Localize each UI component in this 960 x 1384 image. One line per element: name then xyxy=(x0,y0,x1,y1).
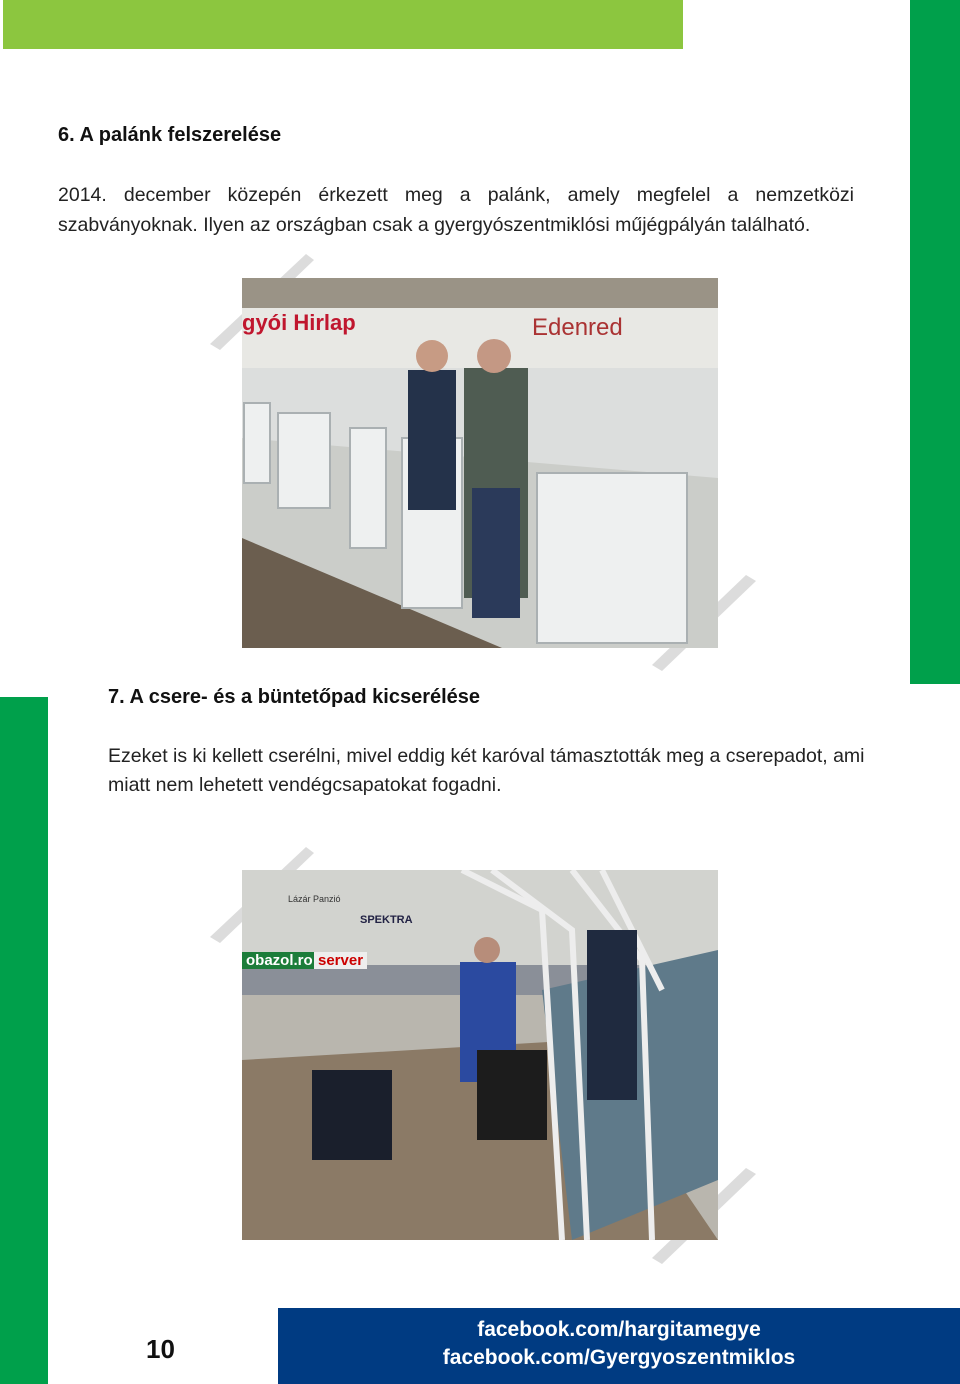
footer-link-gyergyoszentmiklos[interactable]: facebook.com/Gyergyoszentmiklos xyxy=(442,1346,796,1369)
section-7-heading: 7. A csere- és a büntetőpad kicserélése xyxy=(108,686,481,708)
top-accent-bar xyxy=(3,0,683,49)
left-accent-bar xyxy=(0,697,48,1384)
photo2-sign-1: Lázár Panzió xyxy=(288,894,341,904)
photo-rink-boards xyxy=(242,278,718,648)
photo2-sign-4: server xyxy=(314,952,367,969)
photo1-sign-1: gyói Hirlap xyxy=(242,310,356,335)
page-number: 10 xyxy=(146,1334,175,1364)
section-6-heading: 6. A palánk felszerelése xyxy=(58,124,282,146)
section-7-paragraph: Ezeket is ki kellett cserélni, mivel eddig két karóval támasztották meg a cserepadot, ami miatt nem lehetett vendégcsapatokat fogadni. xyxy=(108,745,865,796)
photo1-sign-2: Edenred xyxy=(532,314,623,341)
section-6-paragraph: 2014. december közepén érkezett meg a palánk, amely megfelel a nemzetközi szabványoknak. Ilyen az országban csak a gyergyószentmiklósi műjégpályán található. xyxy=(58,184,854,236)
right-accent-bar xyxy=(910,0,960,684)
photo2-sign-3: obazol.ro xyxy=(242,952,317,969)
photo2-sign-2: SPEKTRA xyxy=(360,914,413,926)
footer-link-hargitamegye[interactable]: facebook.com/hargitamegye xyxy=(477,1318,761,1341)
footer-links-box xyxy=(278,1308,960,1384)
photo-bench-replacement xyxy=(242,870,718,1240)
